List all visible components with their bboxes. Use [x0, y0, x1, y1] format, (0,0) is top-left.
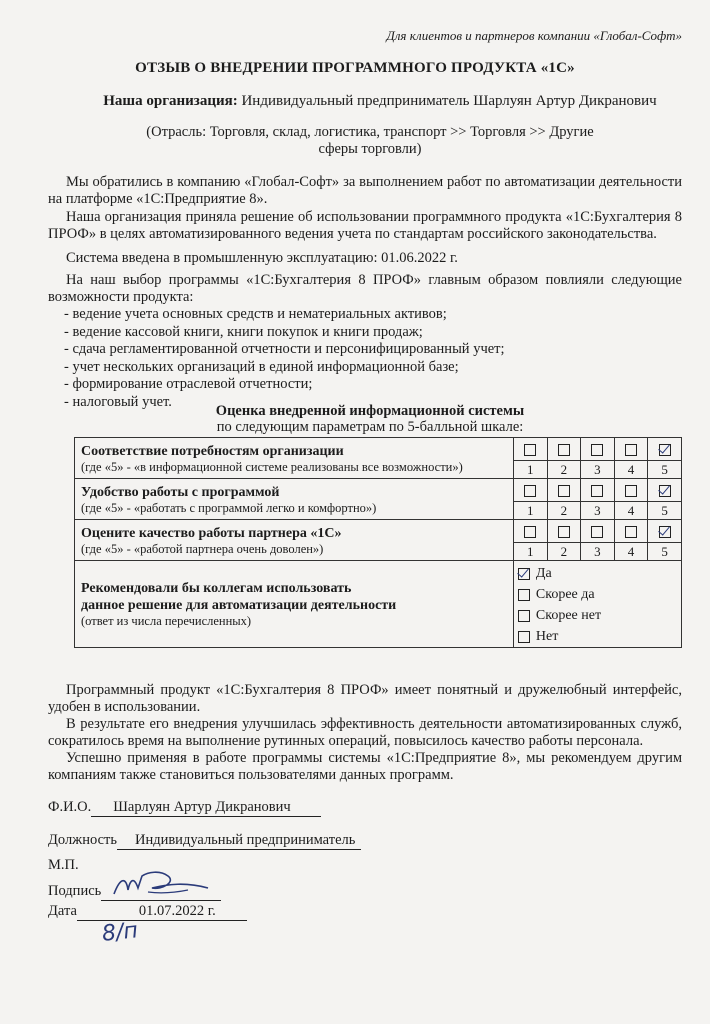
score-checkbox[interactable] — [558, 526, 570, 538]
list-item: - формирование отраслевой отчетности; — [64, 376, 313, 392]
score-checkbox[interactable] — [524, 444, 536, 456]
criterion-hint: (где «5» - «работать с программой легко и комфортно») — [81, 500, 377, 515]
list-item: - ведение учета основных средств и нематериальных активов; — [64, 306, 447, 322]
organization-label: Наша организация: — [103, 93, 238, 109]
paragraph-4 — [48, 272, 682, 306]
handwritten-note: 8/п — [100, 918, 140, 947]
scale-number: 1 — [513, 543, 547, 561]
scale-number: 2 — [547, 543, 581, 561]
score-checkbox[interactable] — [591, 444, 603, 456]
recommend-options — [513, 561, 681, 648]
option-no[interactable] — [514, 626, 681, 647]
table-subtitle: по следующим параметрам по 5-балльной шкале: — [216, 419, 524, 435]
list-item: - налоговый учет. — [64, 393, 172, 410]
criterion-hint: (где «5» - «в информационной системе реализованы все возможности») — [81, 459, 463, 474]
option-label: Скорее да — [535, 587, 595, 602]
scale-number: 2 — [547, 461, 581, 479]
option-checkbox[interactable] — [518, 631, 530, 643]
closing-3-text: Успешно применяя в работе программы системы «1С:Предприятие 8», мы рекомендуем другим компаниям также становиться пользователями данных программ. — [48, 750, 682, 783]
paragraph-1-text: Мы обратились в компанию «Глобал-Софт» за выполнением работ по автоматизации деятельности на платформе «1С:Предприятие 8». — [48, 174, 682, 207]
score-checkbox[interactable] — [524, 485, 536, 497]
fio-label: Ф.И.О. — [48, 799, 92, 815]
paragraph-3-text: Система введена в промышленную эксплуатацию: 01.06.2022 г. — [66, 250, 458, 266]
closing-2 — [48, 716, 682, 750]
recommend-line-1: Рекомендовали бы коллегам использовать — [81, 581, 352, 596]
option-yes[interactable] — [514, 563, 681, 584]
closing-2-text: В результате его внедрения улучшилась эффективность деятельности автоматизированных служб, сократилось время на выполнение рутинных операций, повысилось качество работы персонала. — [48, 716, 682, 749]
scale-number: 4 — [614, 461, 648, 479]
industry-line-1: (Отрасль: Торговля, склад, логистика, транспорт >> Торговля >> Другие — [146, 124, 594, 140]
scale-number: 3 — [581, 502, 615, 520]
position-line — [48, 832, 361, 850]
list-item: - сдача регламентированной отчетности и персонифицированный учет; — [64, 341, 505, 357]
paragraph-2 — [48, 209, 682, 243]
recommend-question — [75, 561, 514, 648]
criterion-hint: (где «5» - «работой партнера очень доволен») — [81, 541, 324, 556]
recommend-hint: (ответ из числа перечисленных) — [81, 614, 252, 628]
criterion-question: Соответствие потребностям организации — [81, 443, 344, 459]
scale-number: 2 — [547, 502, 581, 520]
score-checkbox[interactable] — [591, 526, 603, 538]
date-line — [48, 903, 247, 921]
list-item: - учет нескольких организаций в единой информационной базе; — [64, 358, 459, 375]
criterion-1 — [75, 438, 514, 479]
criterion-3 — [75, 520, 514, 561]
scale-number: 5 — [648, 543, 682, 561]
industry-line-2: сферы торговли) — [318, 141, 422, 157]
score-checkbox[interactable] — [558, 444, 570, 456]
table-row — [75, 520, 682, 543]
table-row — [75, 438, 682, 461]
position-label: Должность — [48, 832, 117, 848]
closing-1 — [48, 682, 682, 716]
scale-number: 4 — [614, 543, 648, 561]
option-label: Да — [535, 566, 552, 581]
score-checkbox[interactable] — [625, 444, 637, 456]
criterion-question: Удобство работы с программой — [81, 484, 280, 500]
evaluation-table — [74, 437, 682, 648]
fio-line — [48, 799, 321, 817]
features-list — [64, 306, 505, 411]
stamp-label: М.П. — [48, 857, 79, 873]
paragraph-3 — [48, 250, 682, 267]
date-label: Дата — [48, 903, 77, 919]
signature-mark — [108, 868, 218, 902]
scale-number: 1 — [513, 461, 547, 479]
option-checkbox-checked[interactable] — [518, 568, 530, 580]
scale-number: 4 — [614, 502, 648, 520]
recommend-line-2: данное решение для автоматизации деятельности — [81, 598, 397, 613]
scale-number: 3 — [581, 543, 615, 561]
table-heading — [0, 403, 710, 435]
scale-number: 3 — [581, 461, 615, 479]
paragraph-2-text: Наша организация приняла решение об использовании программного продукта «1С:Бухгалтерия 8 ПРОФ» в целях автоматизированного ведения учета по стандартам российского законодательства. — [48, 209, 682, 242]
score-checkbox-checked[interactable] — [659, 526, 671, 538]
date-value: 01.07.2022 г. — [77, 903, 247, 921]
list-item: - ведение кассовой книги, книги покупок и книги продаж; — [64, 323, 423, 340]
score-checkbox[interactable] — [558, 485, 570, 497]
option-checkbox[interactable] — [518, 589, 530, 601]
criterion-question: Оцените качество работы партнера «1С» — [81, 525, 342, 541]
table-row — [75, 561, 682, 648]
option-label: Скорее нет — [535, 608, 602, 623]
table-row — [75, 479, 682, 502]
score-checkbox[interactable] — [625, 526, 637, 538]
score-checkbox[interactable] — [524, 526, 536, 538]
position-value: Индивидуальный предприниматель — [117, 832, 361, 850]
score-checkbox-checked[interactable] — [659, 444, 671, 456]
fio-value: Шарлуян Артур Дикранович — [91, 799, 321, 817]
option-checkbox[interactable] — [518, 610, 530, 622]
table-title: Оценка внедренной информационной системы — [215, 403, 525, 419]
industry-block — [140, 124, 600, 158]
organization-line — [0, 93, 710, 110]
score-checkbox-checked[interactable] — [659, 485, 671, 497]
option-rather-no[interactable] — [514, 605, 681, 626]
scale-number: 5 — [648, 461, 682, 479]
closing-1-text: Программный продукт «1С:Бухгалтерия 8 ПРОФ» имеет понятный и дружелюбный интерфейс, удобен в использовании. — [48, 682, 682, 715]
sign-label: Подпись — [48, 883, 102, 899]
score-checkbox[interactable] — [591, 485, 603, 497]
criterion-2 — [75, 479, 514, 520]
closing-3 — [48, 750, 682, 784]
scale-number: 1 — [513, 502, 547, 520]
option-rather-yes[interactable] — [514, 584, 681, 605]
document-title: ОТЗЫВ О ВНЕДРЕНИИ ПРОГРАММНОГО ПРОДУКТА «1С» — [135, 60, 575, 76]
paragraph-4-text: На наш выбор программы «1С:Бухгалтерия 8 ПРОФ» главным образом повлияли следующие возможности продукта: — [48, 272, 682, 305]
scale-number: 5 — [648, 502, 682, 520]
organization-name: Индивидуальный предприниматель Шарлуян Артур Дикранович — [241, 93, 657, 109]
header-note: Для клиентов и партнеров компании «Глобал-Софт» — [386, 28, 682, 43]
paragraph-1 — [48, 174, 682, 208]
score-checkbox[interactable] — [625, 485, 637, 497]
option-label: Нет — [535, 629, 559, 644]
